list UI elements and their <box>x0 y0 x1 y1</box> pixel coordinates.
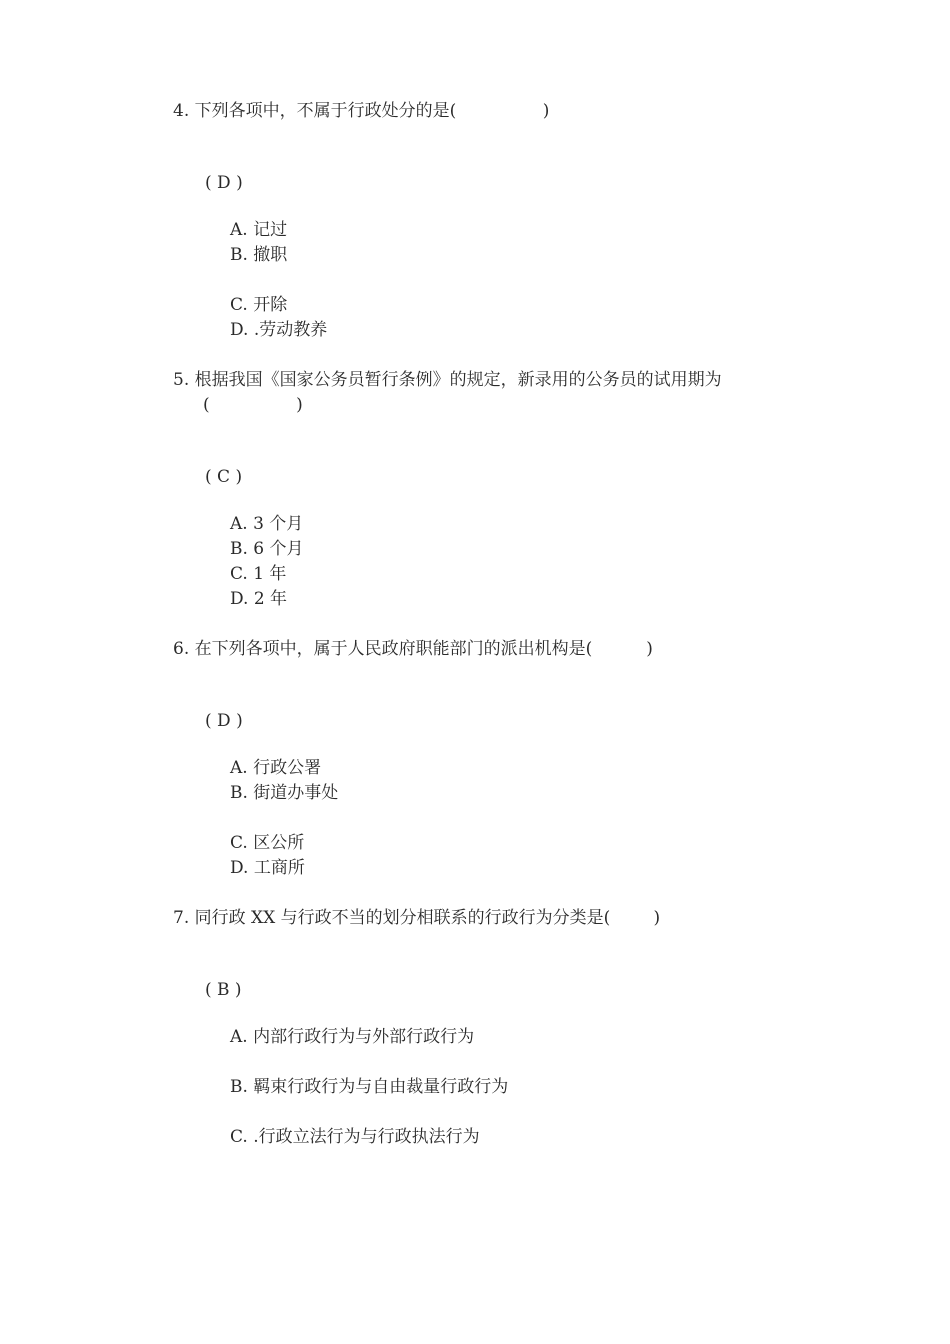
question-4-stem: 4. 下列各项中，不属于行政处分的是( ) <box>173 101 550 121</box>
question-6-option-c: C. 区公所 <box>230 833 305 853</box>
question-7-option-a: A. 内部行政行为与外部行政行为 <box>230 1027 475 1047</box>
question-7-option-c: C. .行政立法行为与行政执法行为 <box>230 1127 480 1147</box>
question-6-option-a: A. 行政公署 <box>230 758 322 778</box>
question-5-option-d: D. 2 年 <box>230 589 288 609</box>
question-5-option-a: A. 3 个月 <box>230 514 304 534</box>
question-7-answer: ( B ) <box>205 980 242 1000</box>
question-5-answer: ( C ) <box>205 467 243 487</box>
question-6-option-d: D. 工商所 <box>230 858 305 878</box>
question-5-option-c: C. 1 年 <box>230 564 287 584</box>
question-4-option-c: C. 开除 <box>230 295 288 315</box>
question-5-stem: 5. 根据我国《国家公务员暂行条例》的规定，新录用的公务员的试用期为 <box>173 370 722 390</box>
question-6-option-b: B. 街道办事处 <box>230 783 339 803</box>
question-7-stem: 7. 同行政 XX 与行政不当的划分相联系的行政行为分类是( ) <box>173 908 661 928</box>
question-4-answer: ( D ) <box>205 173 243 193</box>
question-6-answer: ( D ) <box>205 711 243 731</box>
question-7-option-b: B. 羁束行政行为与自由裁量行政行为 <box>230 1077 509 1097</box>
question-4-option-a: A. 记过 <box>230 220 288 240</box>
question-5-option-b: B. 6 个月 <box>230 539 304 559</box>
question-4-option-b: B. 撤职 <box>230 245 288 265</box>
question-6-stem: 6. 在下列各项中，属于人民政府职能部门的派出机构是( ) <box>173 639 653 659</box>
question-5-stem-continued: ( ) <box>203 395 303 415</box>
question-4-option-d: D. .劳动教养 <box>230 320 328 340</box>
